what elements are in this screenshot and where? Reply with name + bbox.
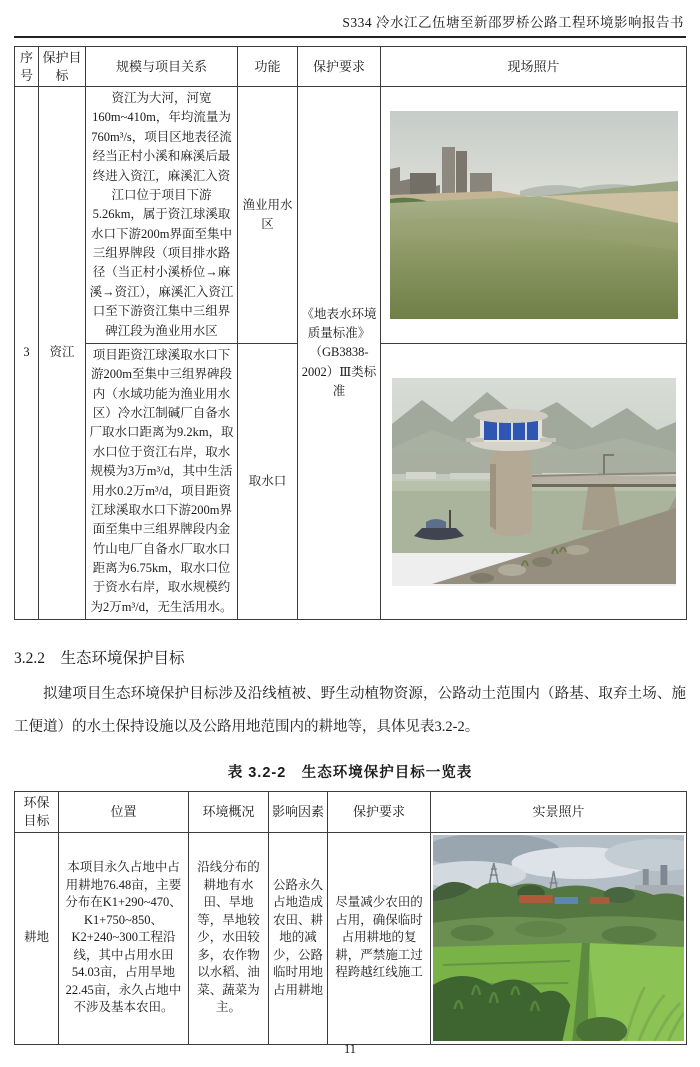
cell-photo-farmland xyxy=(431,832,687,1044)
table2-header-photo: 实景照片 xyxy=(431,792,687,832)
table1-header-requirement: 保护要求 xyxy=(298,47,381,87)
cell-relation-fishery: 资江为大河，河宽160m~410m，年均流量为760m³/s，项目区地表径流经当正村小溪和麻溪后最终进入资江，麻溪汇入资江口位于项目下游5.26km，属于资江球溪取水口下游200m界面至集中三组界牌段（项目排水路径（当正村小溪桥位→麻溪→资江），麻溪汇入资江口至下游资江集中三组界碑江段为渔业用水区 xyxy=(86,87,238,344)
table2-header-target: 环保目标 xyxy=(15,792,59,832)
cell-function-fishery: 渔业用水区 xyxy=(238,87,298,344)
table1-header-seq: 序号 xyxy=(15,47,39,87)
table2-header-overview: 环境概况 xyxy=(189,792,269,832)
photo-zijiang-river-view xyxy=(390,111,678,319)
cell-eco-overview: 沿线分布的耕地有水田、旱地等，旱地较少，水田较多，农作物以水稻、油菜、蔬菜为主。 xyxy=(189,832,269,1044)
table2-caption: 表 3.2-2 生态环境保护目标一览表 xyxy=(227,765,473,782)
photo-water-intake-tower xyxy=(392,378,676,586)
cell-seq-no: 3 xyxy=(15,87,39,620)
cell-eco-location: 本项目永久占地中占用耕地76.48亩，主要分布在K1+290~470、K1+750~850、K2+240~300工程沿线，其中占用水田54.03亩，占用旱地22.45亩，永久占地中不涉及基本农田。 xyxy=(59,832,189,1044)
section-paragraph: 拟建项目生态环境保护目标涉及沿线植被、野生动植物资源，公路动土范围内（路基、取弃土场、施工便道）的水土保持设施以及公路用地范围内的耕地等，具体见表3.2-2。 xyxy=(14,686,686,735)
table1-header-relation: 规模与项目关系 xyxy=(86,47,238,87)
table1-header-row xyxy=(15,47,687,87)
table1-header-target: 保护目标 xyxy=(39,47,86,87)
table2-header-requirement: 保护要求 xyxy=(328,792,431,832)
table2-header-location: 位置 xyxy=(59,792,189,832)
cell-target-zijiang: 资江 xyxy=(39,87,86,620)
cell-requirement-gb3838: 《地表水环境质量标准》（GB3838-2002）Ⅲ类标准 xyxy=(298,87,381,620)
cell-photo-intake xyxy=(381,343,687,619)
table1-header-photos: 现场照片 xyxy=(381,47,687,87)
photo-farmland-paddy-fields xyxy=(433,835,684,1041)
table2-header-row xyxy=(15,792,687,832)
eco-protection-targets-table xyxy=(14,791,687,1044)
cell-function-intake: 取水口 xyxy=(238,343,298,619)
document-header-title: S334 冷水江乙伍塘至新邵罗桥公路工程环境影响报告书 xyxy=(14,8,686,38)
table2-header-impact: 影响因素 xyxy=(269,792,328,832)
cell-eco-requirement: 尽量减少农田的占用，确保临时占用耕地的复耕，严禁施工过程跨越红线施工 xyxy=(328,832,431,1044)
cell-eco-impact: 公路永久占地造成农田、耕地的减少，公路临时用地占用耕地 xyxy=(269,832,328,1044)
page-number: 11 xyxy=(343,1042,357,1056)
cell-eco-target: 耕地 xyxy=(15,832,59,1044)
table1-row-fishery xyxy=(15,87,687,344)
section-heading-3-2-2: 3.2.2 生态环境保护目标 xyxy=(14,650,185,668)
cell-relation-intake: 项目距资江球溪取水口下游200m至集中三组界碑段内（水域功能为渔业用水区）冷水江制碱厂自备水厂取水口距离为9.2km，取水口位于资江右岸，取水规模为3万m³/d，其中生活用水0.2万m³/d，项目距资江球溪取水口下游200m界面至集中三组界牌段内金竹山电厂自备水厂取水口距离为6.75km，取水口位于资水右岸，取水规模约为2万m³/d，无生活用水。 xyxy=(86,343,238,619)
table2-row-farmland xyxy=(15,832,687,1044)
water-protection-targets-table xyxy=(14,46,687,620)
cell-photo-river xyxy=(381,87,687,344)
table1-header-function: 功能 xyxy=(238,47,298,87)
